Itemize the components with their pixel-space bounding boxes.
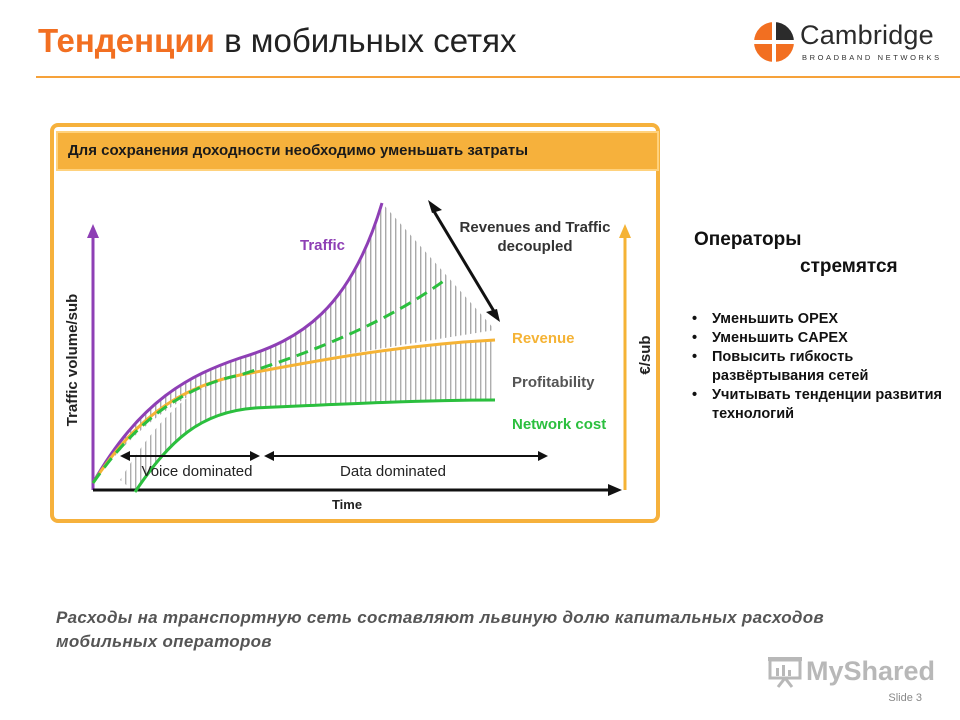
data-phase-label: Data dominated [340, 463, 446, 480]
voice-arrow-right-icon [250, 451, 260, 461]
side-bullet-list [692, 310, 942, 424]
title-highlight: Тенденции [38, 22, 215, 59]
decoupled-label-line2: decoupled [497, 238, 573, 255]
voice-arrow-left-icon [120, 451, 130, 461]
data-arrow-right-icon [538, 451, 548, 461]
profitability-label: Profitability [512, 374, 595, 391]
bullet-item: • Уменьшить OPEX [692, 310, 942, 329]
side-title-line2: стремятся [800, 256, 898, 277]
network-cost-label: Network cost [512, 416, 607, 433]
data-arrow-left-icon [264, 451, 274, 461]
myshared-watermark [768, 656, 936, 690]
bullet-item: • Повысить гибкость развёртывания сетей [692, 348, 942, 386]
trends-diagram [60, 180, 654, 515]
title-divider [36, 76, 960, 78]
chart-heading-bar [56, 131, 659, 171]
footer-note: Расходы на транспортную сеть составляют львиную долю капитальных расходов мобильных операторов [56, 608, 824, 651]
right-axis-arrow-icon [619, 224, 631, 238]
presentation-icon [768, 656, 802, 688]
left-axis-label: Traffic volume/sub [64, 293, 81, 427]
cambridge-logo [752, 20, 942, 64]
slide-number: Slide 3 [888, 692, 922, 704]
slide-title [38, 22, 516, 60]
left-axis-arrow-icon [87, 224, 99, 238]
x-axis-label: Time [331, 497, 363, 512]
decoupled-arrow-top-icon [428, 200, 442, 213]
voice-phase-label: Voice dominated [141, 463, 253, 480]
bullet-item: • Учитывать тенденции развития технологий [692, 386, 942, 424]
bullet-item: • Уменьшить CAPEX [692, 329, 942, 348]
watermark-text: MyShared [806, 656, 936, 686]
x-axis-arrow-icon [608, 484, 622, 496]
title-rest: в мобильных сетях [214, 22, 517, 59]
decoupled-label-line1: Revenues and Traffic [459, 219, 611, 236]
logo-subtitle: BROADBAND NETWORKS [802, 53, 942, 62]
side-title-line1: Операторы [694, 229, 802, 250]
revenue-label: Revenue [512, 330, 575, 347]
logo-mark-icon [752, 20, 796, 64]
chart-heading: Для сохранения доходности необходимо уменьшать затраты [68, 142, 528, 159]
decoupled-arrow-bottom-icon [486, 309, 500, 322]
logo-name: Cambridge [800, 20, 934, 50]
right-axis-label: €/sub [637, 335, 654, 375]
traffic-label: Traffic [300, 237, 346, 254]
